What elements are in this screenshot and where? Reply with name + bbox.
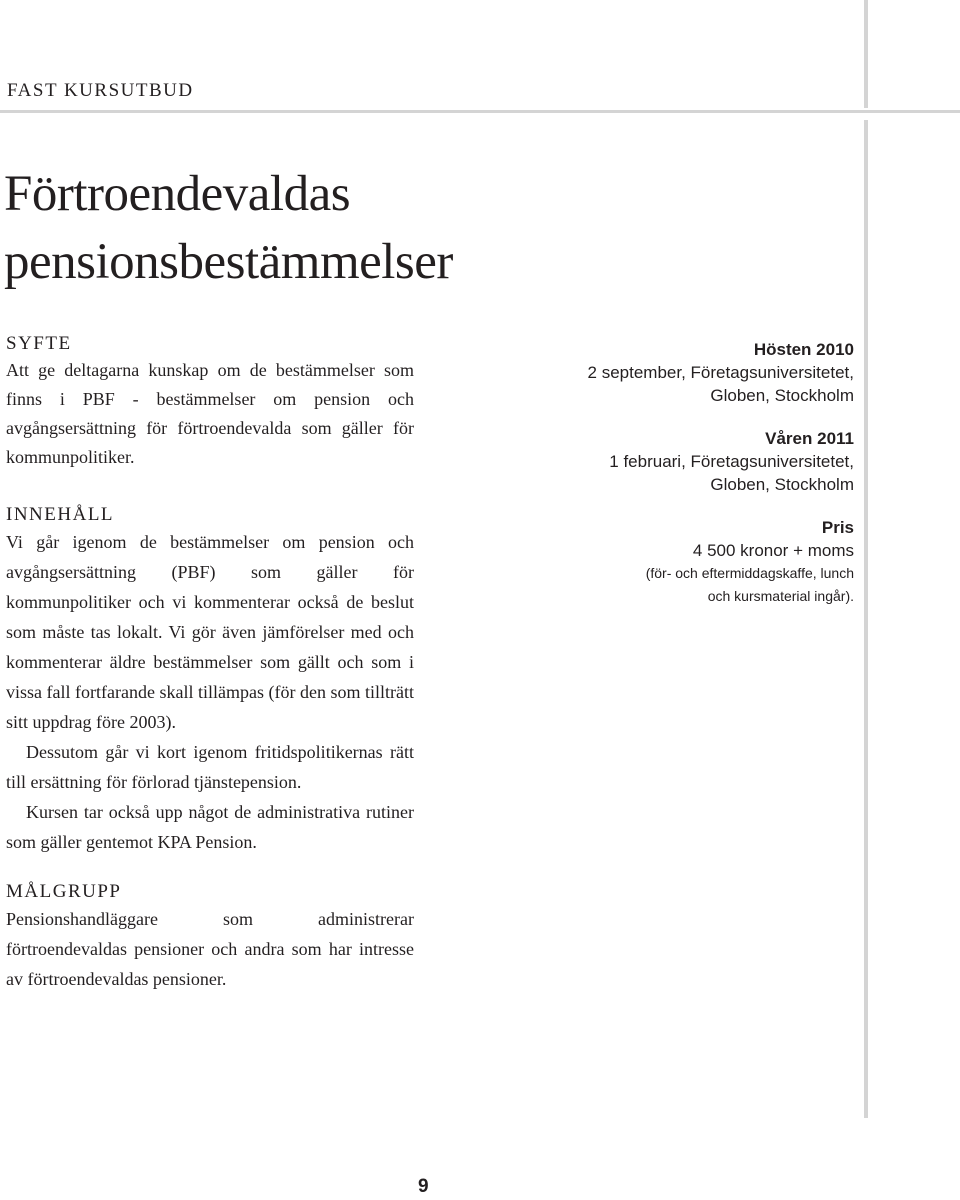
varen-group bbox=[540, 427, 854, 496]
hosten-line-2: Globen, Stockholm bbox=[710, 386, 854, 405]
pris-note-line-1: (för- och eftermiddagskaffe, lunch bbox=[645, 565, 854, 581]
hosten-heading: Hösten 2010 bbox=[753, 340, 854, 359]
pris-note-line-2: och kursmaterial ingår). bbox=[707, 588, 854, 604]
pris-heading: Pris bbox=[821, 518, 854, 537]
vertical-rule-top bbox=[864, 0, 868, 108]
horizontal-rule bbox=[0, 110, 960, 113]
malgrupp-heading: MÅLGRUPP bbox=[6, 881, 122, 902]
syfte-section bbox=[6, 332, 414, 472]
section-label: FAST KURSUTBUD bbox=[7, 80, 194, 101]
varen-line-1: 1 februari, Företagsuniversitetet, bbox=[609, 452, 854, 471]
malgrupp-text: Pensionshandläggare som administrerar förtroendevaldas pensioner och andra som har intresse av förtroendevaldas pensioner. bbox=[6, 909, 414, 989]
page-number: 9 bbox=[418, 1176, 429, 1197]
varen-line-2: Globen, Stockholm bbox=[710, 475, 854, 494]
syfte-text: Att ge deltagarna kunskap om de bestämmelser som finns i PBF - bestämmelser om pension och avgångsersättning för förtroendevalda som gäller för kommunpolitiker. bbox=[6, 360, 414, 467]
hosten-group bbox=[540, 338, 854, 407]
pris-group bbox=[540, 516, 854, 608]
syfte-heading: SYFTE bbox=[6, 333, 72, 354]
innehall-paragraph-2: Dessutom går vi kort igenom fritidspolitikernas rätt till ersättning för förlorad tjänstepension. bbox=[6, 742, 414, 792]
vertical-rule bbox=[864, 120, 868, 1118]
innehall-paragraph-1: Vi går igenom de bestämmelser om pension och avgångsersättning (PBF) som gäller för kommunpolitiker och vi kommenterar också de beslut som måste tas lokalt. Vi gör även jämförelser med och kommenterar äldre bestämmelser som gällt och som i vissa fall fortfarande skall tillämpas (för den som tillträtt sitt uppdrag före 2003). bbox=[6, 532, 414, 732]
page-title bbox=[4, 160, 453, 296]
innehall-paragraph-3: Kursen tar också upp något de administrativa rutiner som gäller gentemot KPA Pension. bbox=[6, 802, 414, 852]
course-info-sidebar bbox=[540, 338, 854, 628]
hosten-line-1: 2 september, Företagsuniversitetet, bbox=[587, 363, 854, 382]
pris-amount: 4 500 kronor + moms bbox=[692, 541, 854, 560]
page-title-line-1: Förtroendevaldas bbox=[4, 166, 351, 222]
innehall-heading: INNEHÅLL bbox=[6, 504, 115, 525]
page-title-line-2: pensionsbestämmelser bbox=[4, 234, 453, 290]
varen-heading: Våren 2011 bbox=[765, 429, 854, 448]
innehall-section bbox=[6, 503, 414, 857]
malgrupp-section bbox=[6, 880, 414, 994]
